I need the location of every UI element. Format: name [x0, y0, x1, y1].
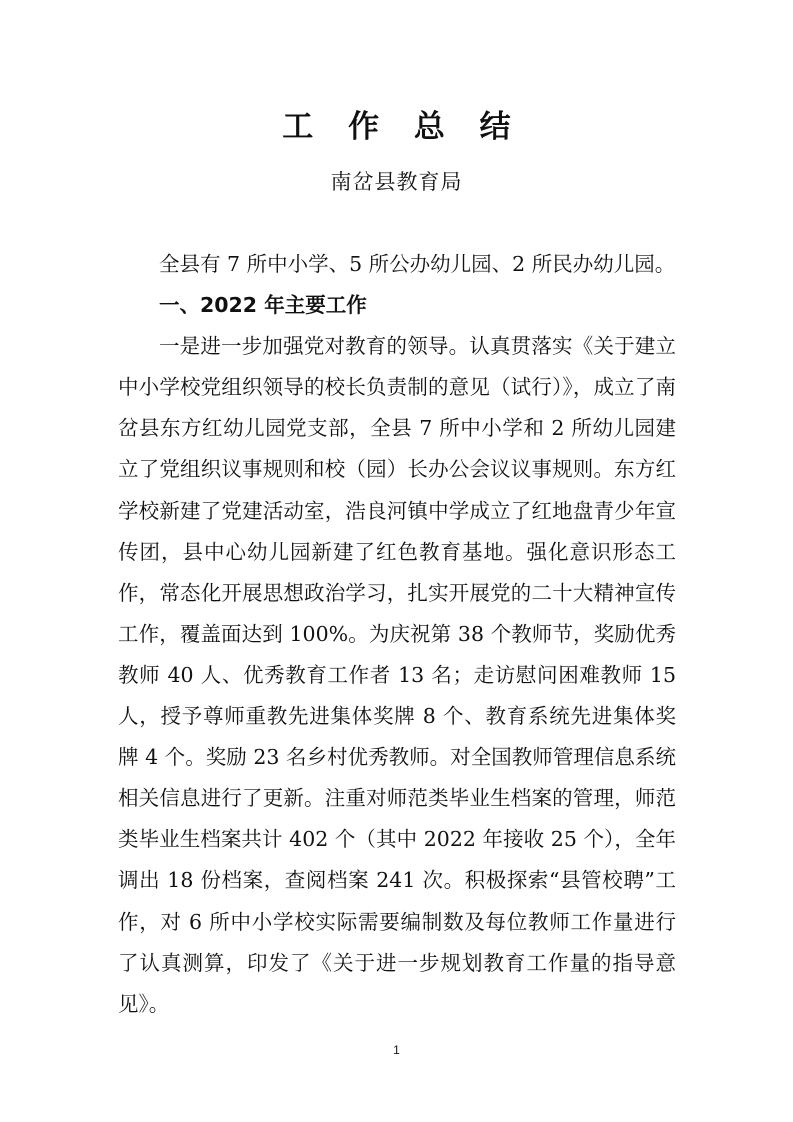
document-title: 工 作 总 结 — [282, 109, 523, 145]
document-subtitle: 南岔县教育局 — [330, 170, 463, 194]
document-body — [118, 244, 676, 1025]
page-number: 1 — [393, 1043, 400, 1057]
section-heading: 一、2022 年主要工作 — [159, 293, 367, 318]
body-paragraph: 一是进一步加强党对教育的领导。认真贯落实《关于建立中小学校党组织领导的校长负责制的意见（试行）》，成立了南岔县东方红幼儿园党支部，全县 7 所中小学和 2 所幼儿园建立了党组织议事规则和校（园）长办公会议议事规则。东方红学校新建了党建活动室，浩良河镇中学成立了红地盘青少年宣传团，县中心幼儿园新建了红色教育基地。强化意识形态工作，常态化开展思想政治学习，扎实开展党的二十大精神宣传工作，覆盖面达到 100%。为庆祝第 38 个教师节，奖励优秀教师 40 人、优秀教育工作者 13 名；走访慰问困难教师 15 人，授予尊师重教先进集体奖牌 8 个、教育系统先进集体奖牌 4 个。奖励 23 名乡村优秀教师。对全国教师管理信息系统相关信息进行了更新。注重对师范类毕业生档案的管理，师范类毕业生档案共计 402 个（其中 2022 年接收 25 个），全年调出 18 份档案，查阅档案 241 次。积极探索“县管校聘”工作，对 6 所中小学校实际需要编制数及每位教师工作量进行了认真测算，印发了《关于进一步规划教育工作量的指导意见》。 — [118, 334, 676, 1016]
intro-paragraph: 全县有 7 所中小学、5 所公办幼儿园、2 所民办幼儿园。 — [159, 252, 676, 276]
